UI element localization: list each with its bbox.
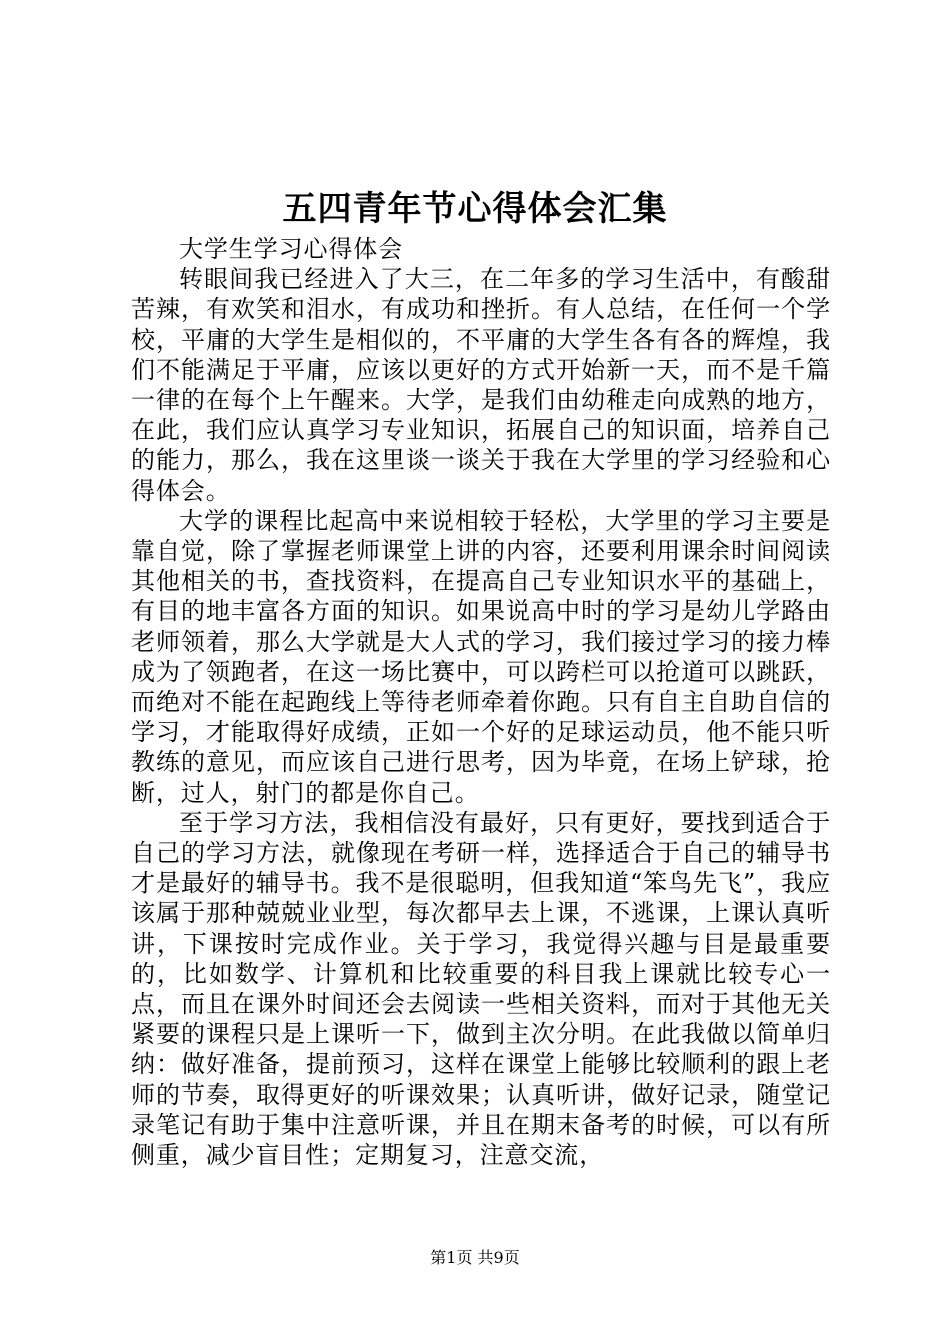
- paragraph: 大学的课程比起高中来说相较于轻松，大学里的学习主要是靠自觉，除了掌握老师课堂上讲的内容，还要利用课余时间阅读其他相关的书，查找资料，在提高自己专业知识水平的基础上，有目的地丰富各方面的知识。如果说高中时的学习是幼儿学路由老师领着，那么大学就是大人式的学习，我们接过学习的接力棒成为了领跑者，在这一场比赛中，可以跨栏可以抢道可以跳跃，而绝对不能在起跑线上等待老师牵着你跑。只有自主自助自信的学习，才能取得好成绩，正如一个好的足球运动员，他不能只听教练的意见，而应该自己进行思考，因为毕竟，在场上铲球，抢断，过人，射门的都是你自己。: [131, 506, 831, 807]
- paragraph: 至于学习方法，我相信没有最好，只有更好，要找到适合于自己的学习方法，就像现在考研一样，选择适合于自己的辅导书才是最好的辅导书。我不是很聪明，但我知道“笨鸟先飞”，我应该属于那种兢兢业业型，每次都早去上课，不逃课，上课认真听讲，下课按时完成作业。关于学习，我觉得兴趣与目是最重要的，比如数学、计算机和比较重要的科目我上课就比较专心一点，而且在课外时间还会去阅读一些相关资料，而对于其他无关紧要的课程只是上课听一下，做到主次分明。在此我做以简单归纳：做好准备，提前预习，这样在课堂上能够比较顺利的跟上老师的节奏，取得更好的听课效果；认真听讲，做好记录，随堂记录笔记有助于集中注意听课，并且在期末备考的时候，可以有所侧重，减少盲目性；定期复习，注意交流，: [131, 808, 831, 1170]
- paragraph-subtitle: 大学生学习心得体会: [179, 235, 404, 263]
- page-footer: 第1页 共9页: [430, 1248, 520, 1267]
- paragraph: 转眼间我已经进入了大三，在二年多的学习生活中，有酸甜苦辣，有欢笑和泪水，有成功和挫折。有人总结，在任何一个学校，平庸的大学生是相似的，不平庸的大学生各有各的辉煌，我们不能满足于平庸，应该以更好的方式开始新一天，而不是千篇一律的在每个上午醒来。大学，是我们由幼稚走向成熟的地方，在此，我们应认真学习专业知识，拓展自己的知识面，培养自己的能力，那么，我在这里谈一谈关于我在大学里的学习经验和心得体会。: [131, 265, 831, 505]
- document-body: [131, 234, 831, 1170]
- page-title: 五四青年节心得体会汇集: [282, 189, 668, 229]
